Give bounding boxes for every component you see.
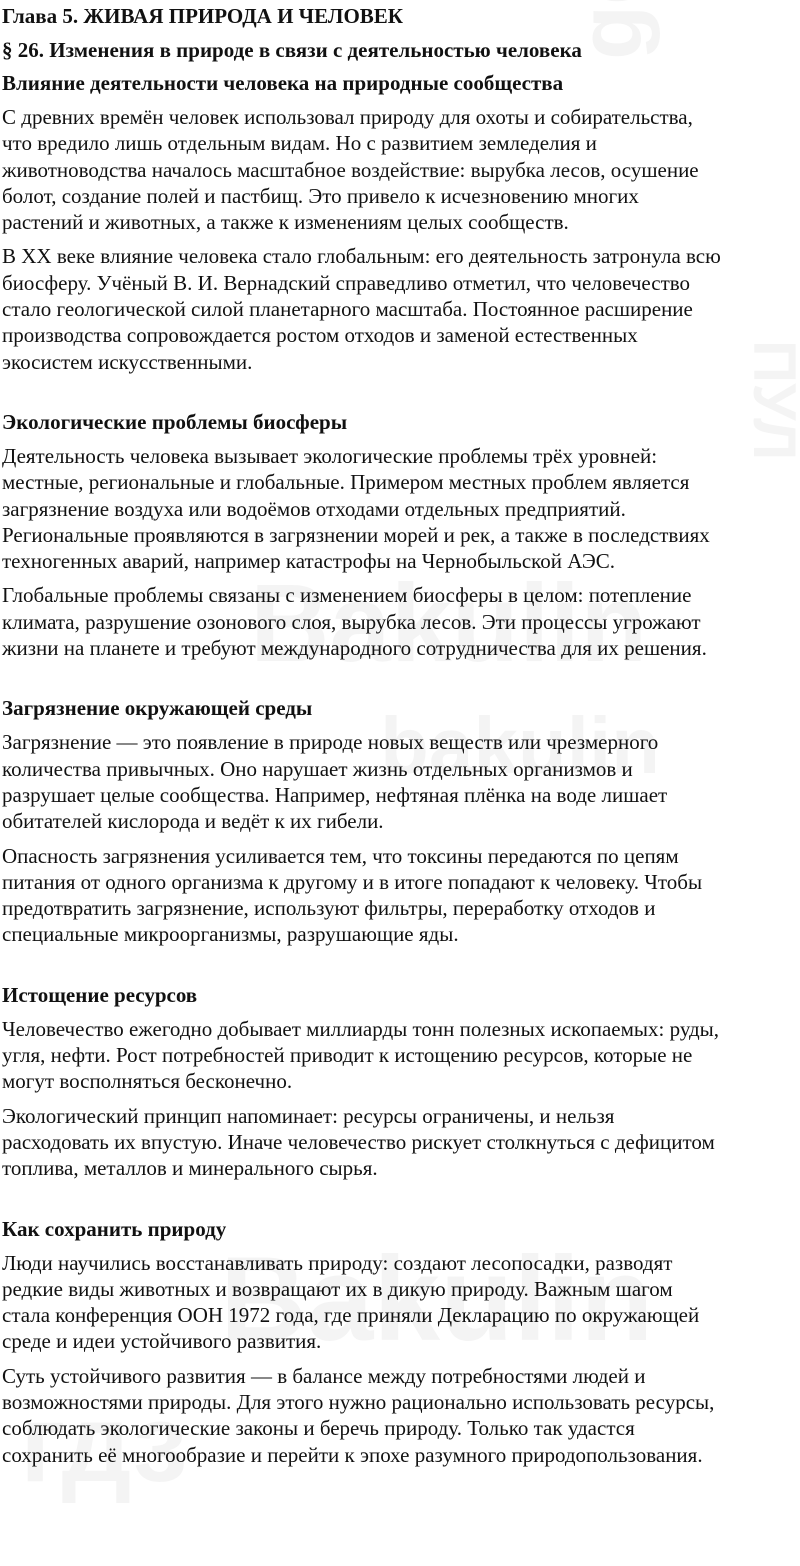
text-line: Экологический принцип напоминает: ресурсы ограничены, и нельзя: [2, 1103, 615, 1128]
section-human-impact: [2, 71, 800, 375]
section-pollution: [2, 696, 800, 947]
text-line: экосистем искусственными.: [2, 349, 253, 374]
text-line: С древних времён человек использовал природу для охоты и собирательства,: [2, 105, 693, 129]
paragraph: [2, 443, 800, 574]
text-line: болот, создание полей и пастбищ. Это привело к исчезновению многих: [2, 183, 639, 208]
text-line: количества привычных. Оно нарушает жизнь отдельных организмов и: [2, 756, 633, 781]
text-line: растений и животных, а также к изменениям целых сообществ.: [2, 210, 569, 235]
text-line: стало геологической силой планетарного масштаба. Постоянное расширение: [2, 297, 693, 322]
paragraph: [2, 843, 800, 948]
text-line: Деятельность человека вызывает экологические проблемы трёх уровней:: [2, 443, 658, 468]
text-line: жизни на планете и требуют международного сотрудничества для их решения.: [2, 636, 707, 661]
text-line: загрязнение воздуха или водоёмов отходами отдельных предприятий.: [2, 496, 626, 521]
section-ecological-problems: [2, 410, 800, 661]
paragraph: [2, 582, 800, 661]
section-heading: Загрязнение окружающей среды: [2, 696, 313, 721]
text-line: В XX веке влияние человека стало глобальным: его деятельность затронула всю: [2, 244, 721, 269]
section-heading: Влияние деятельности человека на природные сообщества: [2, 71, 564, 95]
text-line: Суть устойчивого развития — в балансе между потребностями людей и: [2, 1363, 646, 1388]
paragraph: [2, 1103, 800, 1182]
text-line: Глобальные проблемы связаны с изменением биосферы в целом: потепление: [2, 583, 692, 608]
chapter-title: Глава 5. ЖИВАЯ ПРИРОДА И ЧЕЛОВЕК: [2, 4, 404, 28]
text-line: Опасность загрязнения усиливается тем, что токсины передаются по цепям: [2, 843, 679, 868]
text-line: стала конференция ООН 1972 года, где приняли Декларацию по окружающей: [2, 1303, 700, 1328]
text-line: сохранить её многообразие и перейти к эпохе разумного природопользования.: [2, 1442, 703, 1467]
paragraph: [2, 243, 800, 374]
paragraph-title: § 26. Изменения в природе в связи с деятельностью человека: [2, 38, 582, 62]
paragraph: [2, 104, 800, 235]
text-line: биосферу. Учёный В. И. Вернадский справедливо отметил, что человечество: [2, 270, 691, 295]
text-line: Люди научились восстанавливать природу: создают лесопосадки, разводят: [2, 1250, 673, 1275]
text-line: что вредило лишь отдельным видам. Но с развитием земледелия и: [2, 131, 597, 156]
text-line: техногенных аварий, например катастрофы на Чернобыльской АЭС.: [2, 549, 616, 574]
text-line: Загрязнение — это появление в природе новых веществ или чрезмерного: [2, 730, 659, 755]
paragraph: [2, 1250, 800, 1355]
text-line: редкие виды животных и возвращают их в дикую природу. Важным шагом: [2, 1276, 673, 1301]
text-line: возможностями природы. Для этого нужно рационально использовать ресурсы,: [2, 1389, 715, 1414]
text-line: обитателей кислорода и ведёт к их гибели.: [2, 809, 384, 834]
section-heading: Экологические проблемы биосферы: [2, 409, 348, 434]
section-nature-conservation: [2, 1217, 800, 1468]
text-line: специальные микроорганизмы, разрушающие яды.: [2, 922, 459, 947]
text-line: могут восполняться бесконечно.: [2, 1069, 293, 1094]
section-heading: Истощение ресурсов: [2, 982, 198, 1007]
section-resource-depletion: [2, 983, 800, 1182]
text-line: угля, нефти. Рост потребностей приводит к истощению ресурсов, которые не: [2, 1043, 693, 1068]
text-line: животноводства началось масштабное воздействие: вырубка лесов, осушение: [2, 157, 699, 182]
section-heading: Как сохранить природу: [2, 1216, 227, 1241]
paragraph: [2, 1016, 800, 1095]
text-line: разрушает целые сообщества. Например, нефтяная плёнка на воде лишает: [2, 782, 668, 807]
text-line: соблюдать экологические законы и беречь природу. Только так удастся: [2, 1416, 635, 1441]
text-line: расходовать их впустую. Иначе человечество рискует столкнуться с дефицитом: [2, 1129, 715, 1154]
text-line: местные, региональные и глобальные. Примером местных проблем является: [2, 470, 690, 495]
text-line: Региональные проявляются в загрязнении морей и рек, а также в последствиях: [2, 522, 710, 547]
text-line: питания от одного организма к другому и в итоге попадают к человеку. Чтобы: [2, 869, 703, 894]
paragraph: [2, 729, 800, 834]
text-line: производства сопровождается ростом отходов и заменой естественных: [2, 323, 638, 348]
text-line: Человечество ежегодно добывает миллиарды тонн полезных ископаемых: руды,: [2, 1016, 720, 1041]
text-line: среде и идеи устойчивого развития.: [2, 1329, 322, 1354]
text-line: топлива, металлов и минерального сырья.: [2, 1156, 378, 1181]
text-line: предотвратить загрязнение, используют фильтры, переработку отходов и: [2, 896, 656, 921]
text-line: климата, разрушение озонового слоя, вырубка лесов. Эти процессы угрожают: [2, 609, 701, 634]
paragraph: [2, 1363, 800, 1468]
